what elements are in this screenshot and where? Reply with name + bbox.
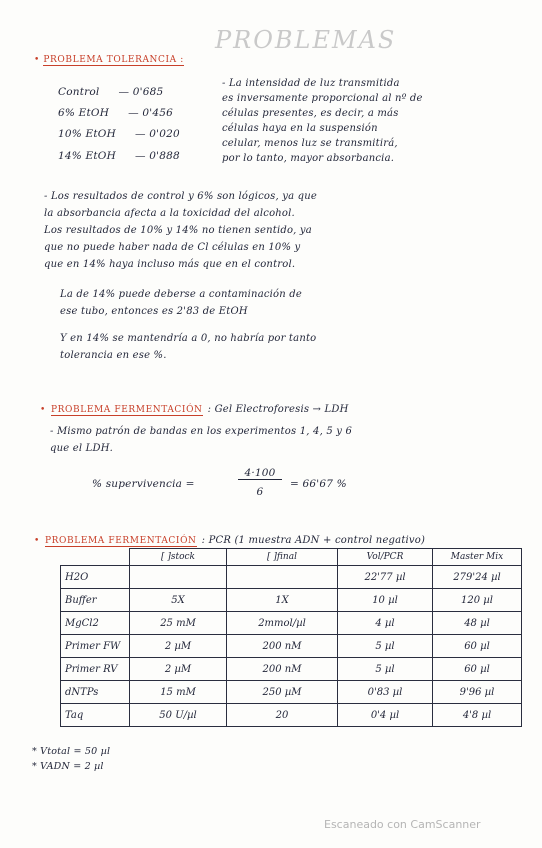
- fermentacion-gel-text: [50, 423, 352, 457]
- table-header-cell: Vol/PCR: [338, 549, 433, 566]
- paragraph-line: que en 14% haya incluso más que en el control.: [44, 259, 296, 270]
- pcr-table: [60, 548, 522, 727]
- value-row: [58, 128, 180, 140]
- table-row: [61, 635, 522, 658]
- table-cell: 0'83 µl: [338, 681, 433, 704]
- table-cell: [227, 566, 338, 589]
- tolerancia-paragraph-3: [60, 330, 316, 364]
- paragraph-line: ese tubo, entonces es 2'83 de EtOH: [60, 306, 248, 317]
- paragraph-line: tolerancia en ese %.: [60, 350, 167, 361]
- section-heading-suffix: : Gel Electroforesis → LDH: [207, 404, 349, 415]
- bullet: •: [34, 536, 40, 546]
- section-heading-text: PROBLEMA FERMENTACIÓN: [45, 536, 197, 546]
- row-value: 0'456: [142, 107, 173, 119]
- row-value: 0'888: [149, 150, 180, 162]
- table-cell: 200 nM: [227, 658, 338, 681]
- paragraph-line: La de 14% puede deberse a contaminación de: [60, 289, 303, 300]
- row-sep: —: [135, 128, 146, 140]
- table-cell: 5 µl: [338, 658, 433, 681]
- footnote: * VADN = 2 µl: [32, 761, 104, 772]
- row-sep: —: [118, 86, 130, 98]
- formula-denominator: 6: [256, 486, 264, 498]
- table-cell: 1X: [227, 589, 338, 612]
- row-label: 14% EtOH: [58, 150, 116, 162]
- note-line: - La intensidad de luz transmitida: [222, 78, 400, 89]
- table-cell: [130, 566, 227, 589]
- page-title: PROBLEMAS: [215, 26, 397, 54]
- note-line: es inversamente proporcional al nº de: [222, 93, 423, 104]
- row-label: 10% EtOH: [58, 128, 116, 140]
- table-cell: 4 µl: [338, 612, 433, 635]
- paragraph-line: que no puede haber nada de Cl células en 10% y: [44, 242, 301, 253]
- tolerancia-paragraph-1: [44, 188, 317, 273]
- value-row: [58, 150, 180, 162]
- note-line: células haya en la suspensión: [222, 123, 378, 134]
- paragraph-line: Los resultados de 10% y 14% no tienen sentido, ya: [44, 225, 312, 236]
- value-row: [58, 107, 173, 119]
- table-row: [61, 681, 522, 704]
- formula-numerator: 4·100: [238, 467, 282, 480]
- section-heading-suffix: : PCR (1 muestra ADN + control negativo): [201, 535, 426, 546]
- footnote: * Vtotal = 50 µl: [32, 746, 111, 757]
- table-cell: 2 µM: [130, 658, 227, 681]
- table-cell: 5 µl: [338, 635, 433, 658]
- note-line: por lo tanto, mayor absorbancia.: [222, 153, 395, 164]
- table-row: [61, 612, 522, 635]
- paragraph-line: Y en 14% se mantendría a 0, no habría por tanto: [60, 333, 317, 344]
- table-cell: 22'77 µl: [338, 566, 433, 589]
- table-cell: 250 µM: [227, 681, 338, 704]
- table-cell: 4'8 µl: [433, 704, 522, 727]
- table-cell: dNTPs: [61, 681, 130, 704]
- section-fermentacion-pcr-heading: [34, 528, 425, 547]
- bullet: •: [34, 55, 40, 65]
- section-fermentacion-gel-heading: [40, 397, 349, 416]
- table-cell: 2 µM: [130, 635, 227, 658]
- bullet: •: [40, 405, 46, 415]
- section-heading-text: PROBLEMA TOLERANCIA :: [43, 55, 184, 65]
- section-tolerancia-heading: [34, 55, 184, 65]
- table-header-cell: Master Mix: [433, 549, 522, 566]
- table-cell: 279'24 µl: [433, 566, 522, 589]
- table-cell: 15 mM: [130, 681, 227, 704]
- table-cell: 5X: [130, 589, 227, 612]
- tolerancia-paragraph-2: [60, 286, 302, 320]
- row-label: 6% EtOH: [58, 107, 110, 119]
- table-header-cell: [ ]stock: [130, 549, 227, 566]
- table-row: [61, 704, 522, 727]
- table-cell: 48 µl: [433, 612, 522, 635]
- table-cell: 25 mM: [130, 612, 227, 635]
- table-cell: 0'4 µl: [338, 704, 433, 727]
- table-cell: 60 µl: [433, 635, 522, 658]
- table-cell: 50 U/µl: [130, 704, 227, 727]
- table-cell: 9'96 µl: [433, 681, 522, 704]
- table-cell: Primer FW: [61, 635, 130, 658]
- table-cell: 2mmol/µl: [227, 612, 338, 635]
- table-cell: Primer RV: [61, 658, 130, 681]
- table-cell: Buffer: [61, 589, 130, 612]
- row-label: Control: [58, 86, 100, 98]
- pcr-footnotes: [32, 744, 110, 774]
- row-value: 0'685: [132, 86, 164, 98]
- note-line: células presentes, es decir, a más: [222, 108, 399, 119]
- paragraph-line: la absorbancia afecta a la toxicidad del alcohol.: [44, 208, 295, 219]
- supervivencia-formula-label: % supervivencia =: [92, 478, 195, 490]
- table-cell: MgCl2: [61, 612, 130, 635]
- formula-result: = 66'67 %: [290, 478, 347, 490]
- table-header-cell: [61, 549, 130, 566]
- row-sep: —: [128, 107, 139, 119]
- note-line: celular, menos luz se transmitirá,: [222, 138, 398, 149]
- paragraph-line: - Mismo patrón de bandas en los experimentos 1, 4, 5 y 6: [50, 426, 353, 437]
- table-cell: 60 µl: [433, 658, 522, 681]
- row-sep: —: [135, 150, 146, 162]
- table-cell: 120 µl: [433, 589, 522, 612]
- table-header-cell: [ ]final: [227, 549, 338, 566]
- row-value: 0'020: [149, 128, 180, 140]
- table-cell: 10 µl: [338, 589, 433, 612]
- table-row: [61, 589, 522, 612]
- paragraph-line: que el LDH.: [50, 443, 113, 454]
- table-cell: 20: [227, 704, 338, 727]
- table-row: [61, 566, 522, 589]
- section-heading-text: PROBLEMA FERMENTACIÓN: [51, 405, 203, 415]
- table-cell: Taq: [61, 704, 130, 727]
- value-row: [58, 86, 163, 98]
- table-header-row: [61, 549, 522, 566]
- table-cell: 200 nM: [227, 635, 338, 658]
- table-row: [61, 658, 522, 681]
- tolerancia-note: [222, 76, 423, 166]
- scanner-watermark: Escaneado con CamScanner: [324, 818, 481, 831]
- table-cell: H2O: [61, 566, 130, 589]
- paragraph-line: - Los resultados de control y 6% son lógicos, ya que: [44, 191, 317, 202]
